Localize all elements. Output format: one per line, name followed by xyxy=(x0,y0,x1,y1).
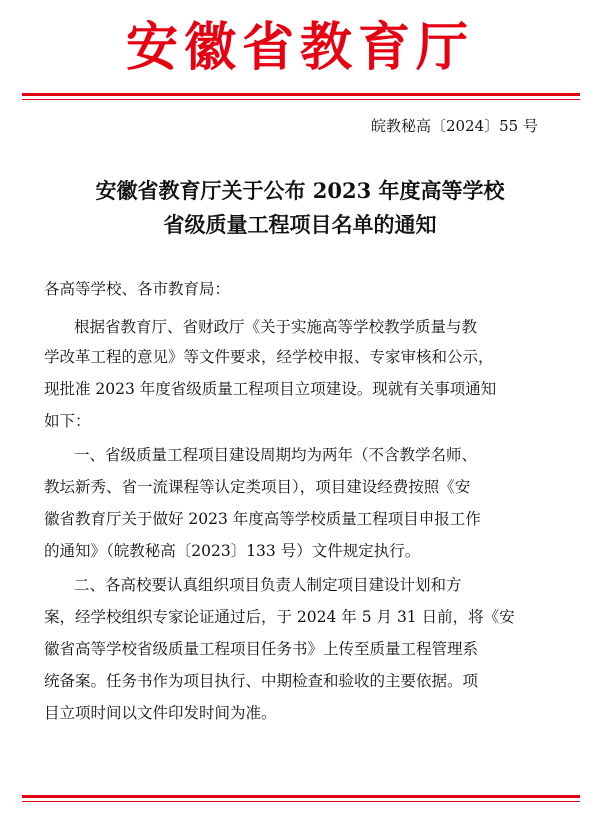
paragraph-2-line: 徽省教育厅关于做好 2023 年度高等学校质量工程项目申报工作 xyxy=(44,510,481,528)
paragraph-2-line: 教坛新秀、省一流课程等认定类项目），项目建设经费按照《安 xyxy=(44,478,471,496)
paragraph-3-line: 徽省高等学校省级质量工程项目任务书》上传至质量工程管理系 xyxy=(44,640,479,658)
paragraph-3-line: 案，经学校组织专家论证通过后，于 2024 年 5 月 31 日前，将《安 xyxy=(44,608,515,626)
footer-red-line-thick xyxy=(22,795,580,798)
paragraph-3-line: 目立项时间以文件印发时间为准。 xyxy=(44,704,277,722)
title-line-1: 安徽省教育厅关于公布 2023 年度高等学校 xyxy=(95,178,505,203)
masthead: 安徽省教育厅 xyxy=(125,17,474,78)
footer-red-line-thin xyxy=(22,801,580,802)
title-line-2: 省级质量工程项目名单的通知 xyxy=(163,212,437,237)
header-red-line-thick xyxy=(22,93,580,96)
salutation: 各高等学校、各市教育局： xyxy=(44,280,231,298)
paragraph-1-line: 学改革工程的意见》等文件要求，经学校申报、专家审核和公示， xyxy=(44,348,494,366)
document-number: 皖教秘高〔2024〕55 号 xyxy=(370,117,538,135)
paragraph-2-line: 的通知》（皖教秘高〔2023〕133 号）文件规定执行。 xyxy=(44,542,421,560)
paragraph-1-line: 根据省教育厅、省财政厅《关于实施高等学校教学质量与教 xyxy=(74,318,478,336)
paragraph-1-line: 如下： xyxy=(44,412,91,430)
paragraph-3-line: 统备案。任务书作为项目执行、中期检查和验收的主要依据。项 xyxy=(44,672,479,690)
paragraph-2-line: 一、省级质量工程项目建设周期均为两年（不含教学名师、 xyxy=(74,446,478,464)
paragraph-1-line: 现批准 2023 年度省级质量工程项目立项建设。现就有关事项通知 xyxy=(44,380,497,398)
header-red-line-thin xyxy=(22,99,580,100)
paragraph-3-line: 二、各高校要认真组织项目负责人制定项目建设计划和方 xyxy=(74,576,462,594)
